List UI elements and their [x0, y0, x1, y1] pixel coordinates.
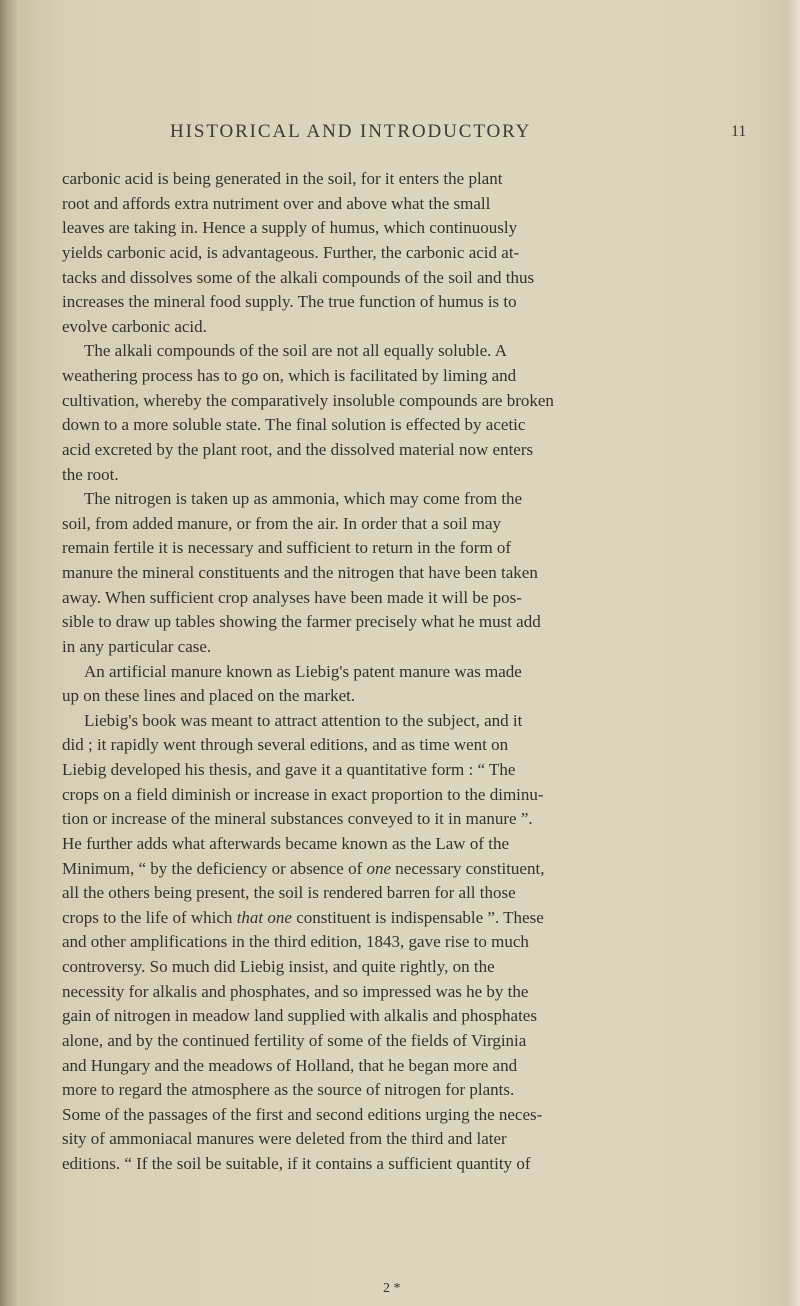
text-line: An artificial manure known as Liebig's patent manure was made	[84, 661, 522, 681]
text-line: Liebig developed his thesis, and gave it a quantitative form : “ The	[62, 760, 516, 779]
body-text	[62, 167, 782, 1177]
text-line: root and affords extra nutriment over and above what the small	[62, 193, 491, 213]
text-line: gain of nitrogen in meadow land supplied with alkalis and phosphates	[62, 1006, 537, 1026]
text-line: evolve carbonic acid.	[62, 316, 207, 336]
text-line: He further adds what afterwards became known as the Law of the	[62, 833, 510, 853]
text-line: The alkali compounds of the soil are not all equally soluble. A	[84, 341, 508, 361]
text-line: did ; it rapidly went through several editions, and as time went on	[62, 735, 509, 755]
signature-mark: 2 *	[383, 1281, 401, 1296]
text-line: the root.	[62, 464, 119, 484]
text-line: all the others being present, the soil is rendered barren for all those	[62, 883, 516, 903]
text-line: remain fertile it is necessary and sufficient to return in the form of	[62, 538, 512, 558]
text-line: Some of the passages of the first and second editions urging the neces-	[62, 1104, 543, 1124]
text-line: weathering process has to go on, which is facilitated by liming and	[62, 366, 517, 385]
page-number: 11	[731, 123, 747, 140]
text-line: Liebig's book was meant to attract attention to the subject, and it	[84, 710, 523, 730]
text-line	[62, 906, 782, 931]
text-line: up on these lines and placed on the market.	[62, 686, 356, 706]
text-line: controversy. So much did Liebig insist, and quite rightly, on the	[62, 957, 495, 976]
text-line: and Hungary and the meadows of Holland, that he began more and	[62, 1055, 518, 1075]
text-line: manure the mineral constituents and the nitrogen that have been taken	[62, 563, 538, 582]
text-line: editions. “ If the soil be suitable, if it contains a sufficient quantity of	[62, 1154, 531, 1173]
text-line: sity of ammoniacal manures were deleted from the third and later	[62, 1129, 507, 1149]
italic-segment: that one	[236, 907, 292, 927]
text-line: acid excreted by the plant root, and the dissolved material now enters	[62, 439, 534, 459]
text-line: increases the mineral food supply. The true function of humus is to	[62, 292, 517, 312]
text-line: necessity for alkalis and phosphates, and so impressed was he by the	[62, 981, 529, 1001]
running-head	[20, 121, 786, 145]
text-line: yields carbonic acid, is advantageous. Further, the carbonic acid at-	[62, 242, 520, 262]
text-line: down to a more soluble state. The final solution is effected by acetic	[62, 415, 526, 435]
text-segment: Minimum, “ by the deficiency or absence of	[62, 858, 367, 878]
book-page	[20, 0, 786, 1306]
text-line: The nitrogen is taken up as ammonia, which may come from the	[84, 489, 523, 509]
text-line: in any particular case.	[62, 636, 212, 656]
text-segment: necessary constituent,	[391, 858, 545, 878]
text-segment: constituent is indispensable ”. These	[291, 907, 544, 927]
text-line	[62, 857, 782, 882]
text-segment: crops to the life of which	[62, 907, 237, 927]
text-line: sible to draw up tables showing the farmer precisely what he must add	[62, 612, 541, 632]
text-line: crops on a field diminish or increase in exact proportion to the diminu-	[62, 784, 544, 804]
text-line: carbonic acid is being generated in the soil, for it enters the plant	[62, 169, 503, 188]
text-line: leaves are taking in. Hence a supply of humus, which continuously	[62, 218, 518, 238]
text-line: alone, and by the continued fertility of some of the fields of Virginia	[62, 1030, 527, 1050]
text-line: tacks and dissolves some of the alkali compounds of the soil and thus	[62, 267, 535, 287]
text-line: more to regard the atmosphere as the source of nitrogen for plants.	[62, 1080, 515, 1100]
text-line: away. When sufficient crop analyses have been made it will be pos-	[62, 587, 522, 607]
running-head-title: HISTORICAL AND INTRODUCTORY	[170, 121, 532, 142]
text-line: soil, from added manure, or from the air. In order that a soil may	[62, 513, 502, 533]
italic-segment: one	[366, 858, 392, 878]
scan-edge-right	[786, 0, 800, 1306]
scan-edge-left	[0, 0, 20, 1306]
text-line: and other amplifications in the third edition, 1843, gave rise to much	[62, 932, 529, 952]
text-line: cultivation, whereby the comparatively insoluble compounds are broken	[62, 390, 554, 410]
text-line: tion or increase of the mineral substances conveyed to it in manure ”.	[62, 809, 533, 829]
